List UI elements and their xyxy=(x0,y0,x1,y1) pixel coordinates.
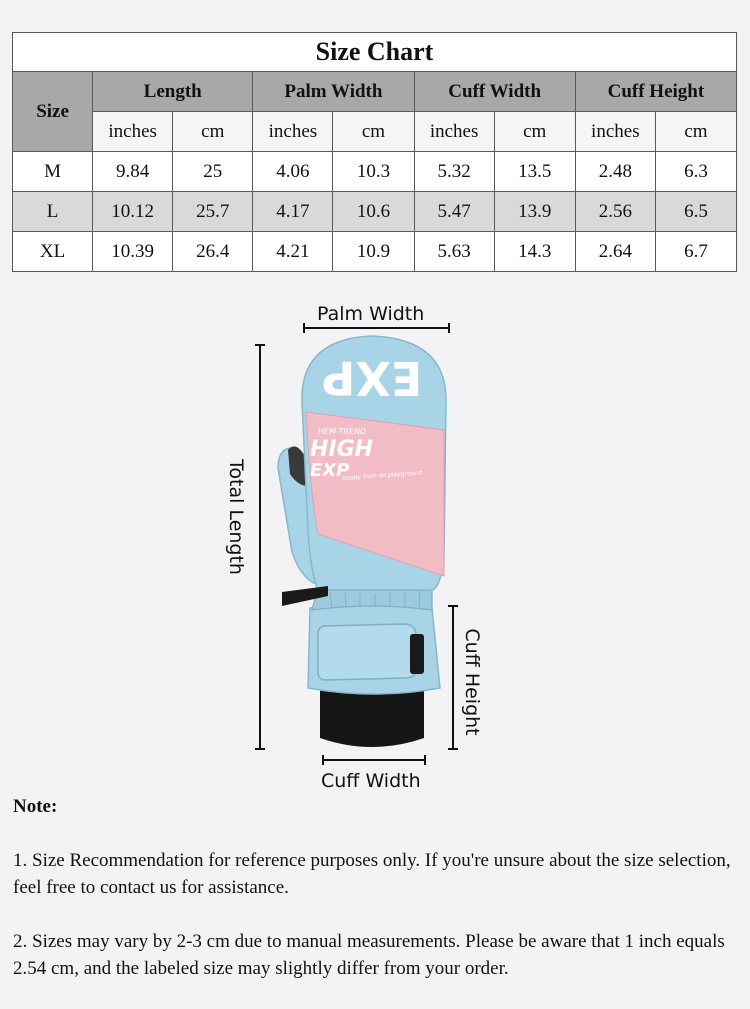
table-cell: 9.84 xyxy=(93,152,173,192)
palm-width-dimension-line xyxy=(304,323,449,333)
chart-title: Size Chart xyxy=(13,33,737,72)
table-cell: 10.12 xyxy=(93,192,173,232)
table-cell: 2.64 xyxy=(575,232,655,272)
table-cell: 4.06 xyxy=(253,152,333,192)
table-cell: 2.48 xyxy=(575,152,655,192)
glove-svg xyxy=(0,290,750,800)
size-cell: M xyxy=(13,152,93,192)
knit-cuff xyxy=(320,688,424,747)
unit-header: inches xyxy=(575,112,655,152)
unit-header: inches xyxy=(93,112,173,152)
table-cell: 10.9 xyxy=(333,232,414,272)
table-cell: 4.17 xyxy=(253,192,333,232)
table-cell: 10.3 xyxy=(333,152,414,192)
panel-word-exp: EXP xyxy=(310,460,350,481)
unit-header: inches xyxy=(253,112,333,152)
size-cell: XL xyxy=(13,232,93,272)
table-cell: 6.3 xyxy=(655,152,736,192)
unit-header: cm xyxy=(494,112,575,152)
palm-width-label: Palm Width xyxy=(317,303,425,325)
strap-tab xyxy=(410,634,424,674)
table-cell: 5.47 xyxy=(414,192,494,232)
cuff-width-label: Cuff Width xyxy=(321,770,421,792)
table-cell: 4.21 xyxy=(253,232,333,272)
size-cell: L xyxy=(13,192,93,232)
note-item: 2. Sizes may vary by 2-3 cm due to manual measurements. Please be aware that 1 inch equals 2.54 cm, and the labeled size may slightly differ from your order. xyxy=(13,931,725,979)
cuff-height-header: Cuff Height xyxy=(575,72,736,112)
size-chart-table xyxy=(12,32,737,272)
table-cell: 26.4 xyxy=(173,232,253,272)
unit-header: cm xyxy=(655,112,736,152)
panel-tagline: Ready from an playground xyxy=(341,469,423,482)
table-cell: 6.7 xyxy=(655,232,736,272)
table-cell: 25.7 xyxy=(173,192,253,232)
table-cell: 14.3 xyxy=(494,232,575,272)
notes-heading: Note: xyxy=(13,796,58,817)
table-cell: 5.32 xyxy=(414,152,494,192)
velcro-strap xyxy=(318,624,416,680)
cuff-height-label: Cuff Height xyxy=(461,628,483,736)
table-cell: 13.5 xyxy=(494,152,575,192)
total-length-dimension-line xyxy=(255,345,265,749)
table-row xyxy=(13,152,737,192)
size-column-header: Size xyxy=(13,72,93,152)
table-cell: 10.6 xyxy=(333,192,414,232)
table-row xyxy=(13,192,737,232)
notes-section xyxy=(13,793,733,1009)
table-cell: 10.39 xyxy=(93,232,173,272)
palm-width-header: Palm Width xyxy=(253,72,414,112)
total-length-label: Total Length xyxy=(225,459,247,575)
table-cell: 5.63 xyxy=(414,232,494,272)
unit-header: cm xyxy=(173,112,253,152)
table-cell: 25 xyxy=(173,152,253,192)
brand-mark-print: EXP xyxy=(321,351,423,405)
glove-measurement-diagram xyxy=(0,290,750,800)
panel-small-print: HEM TREND xyxy=(318,427,367,436)
cuff-width-dimension-line xyxy=(323,755,425,765)
table-row xyxy=(13,232,737,272)
unit-header: cm xyxy=(333,112,414,152)
note-item: 1. Size Recommendation for reference purposes only. If you're unsure about the size selection, feel free to contact us for assistance. xyxy=(13,850,731,898)
table-cell: 2.56 xyxy=(575,192,655,232)
table-cell: 13.9 xyxy=(494,192,575,232)
panel-word-high: HIGH xyxy=(310,437,374,462)
table-cell: 6.5 xyxy=(655,192,736,232)
length-header: Length xyxy=(93,72,253,112)
cuff-width-header: Cuff Width xyxy=(414,72,575,112)
unit-header: inches xyxy=(414,112,494,152)
cuff-height-dimension-line xyxy=(448,606,458,749)
